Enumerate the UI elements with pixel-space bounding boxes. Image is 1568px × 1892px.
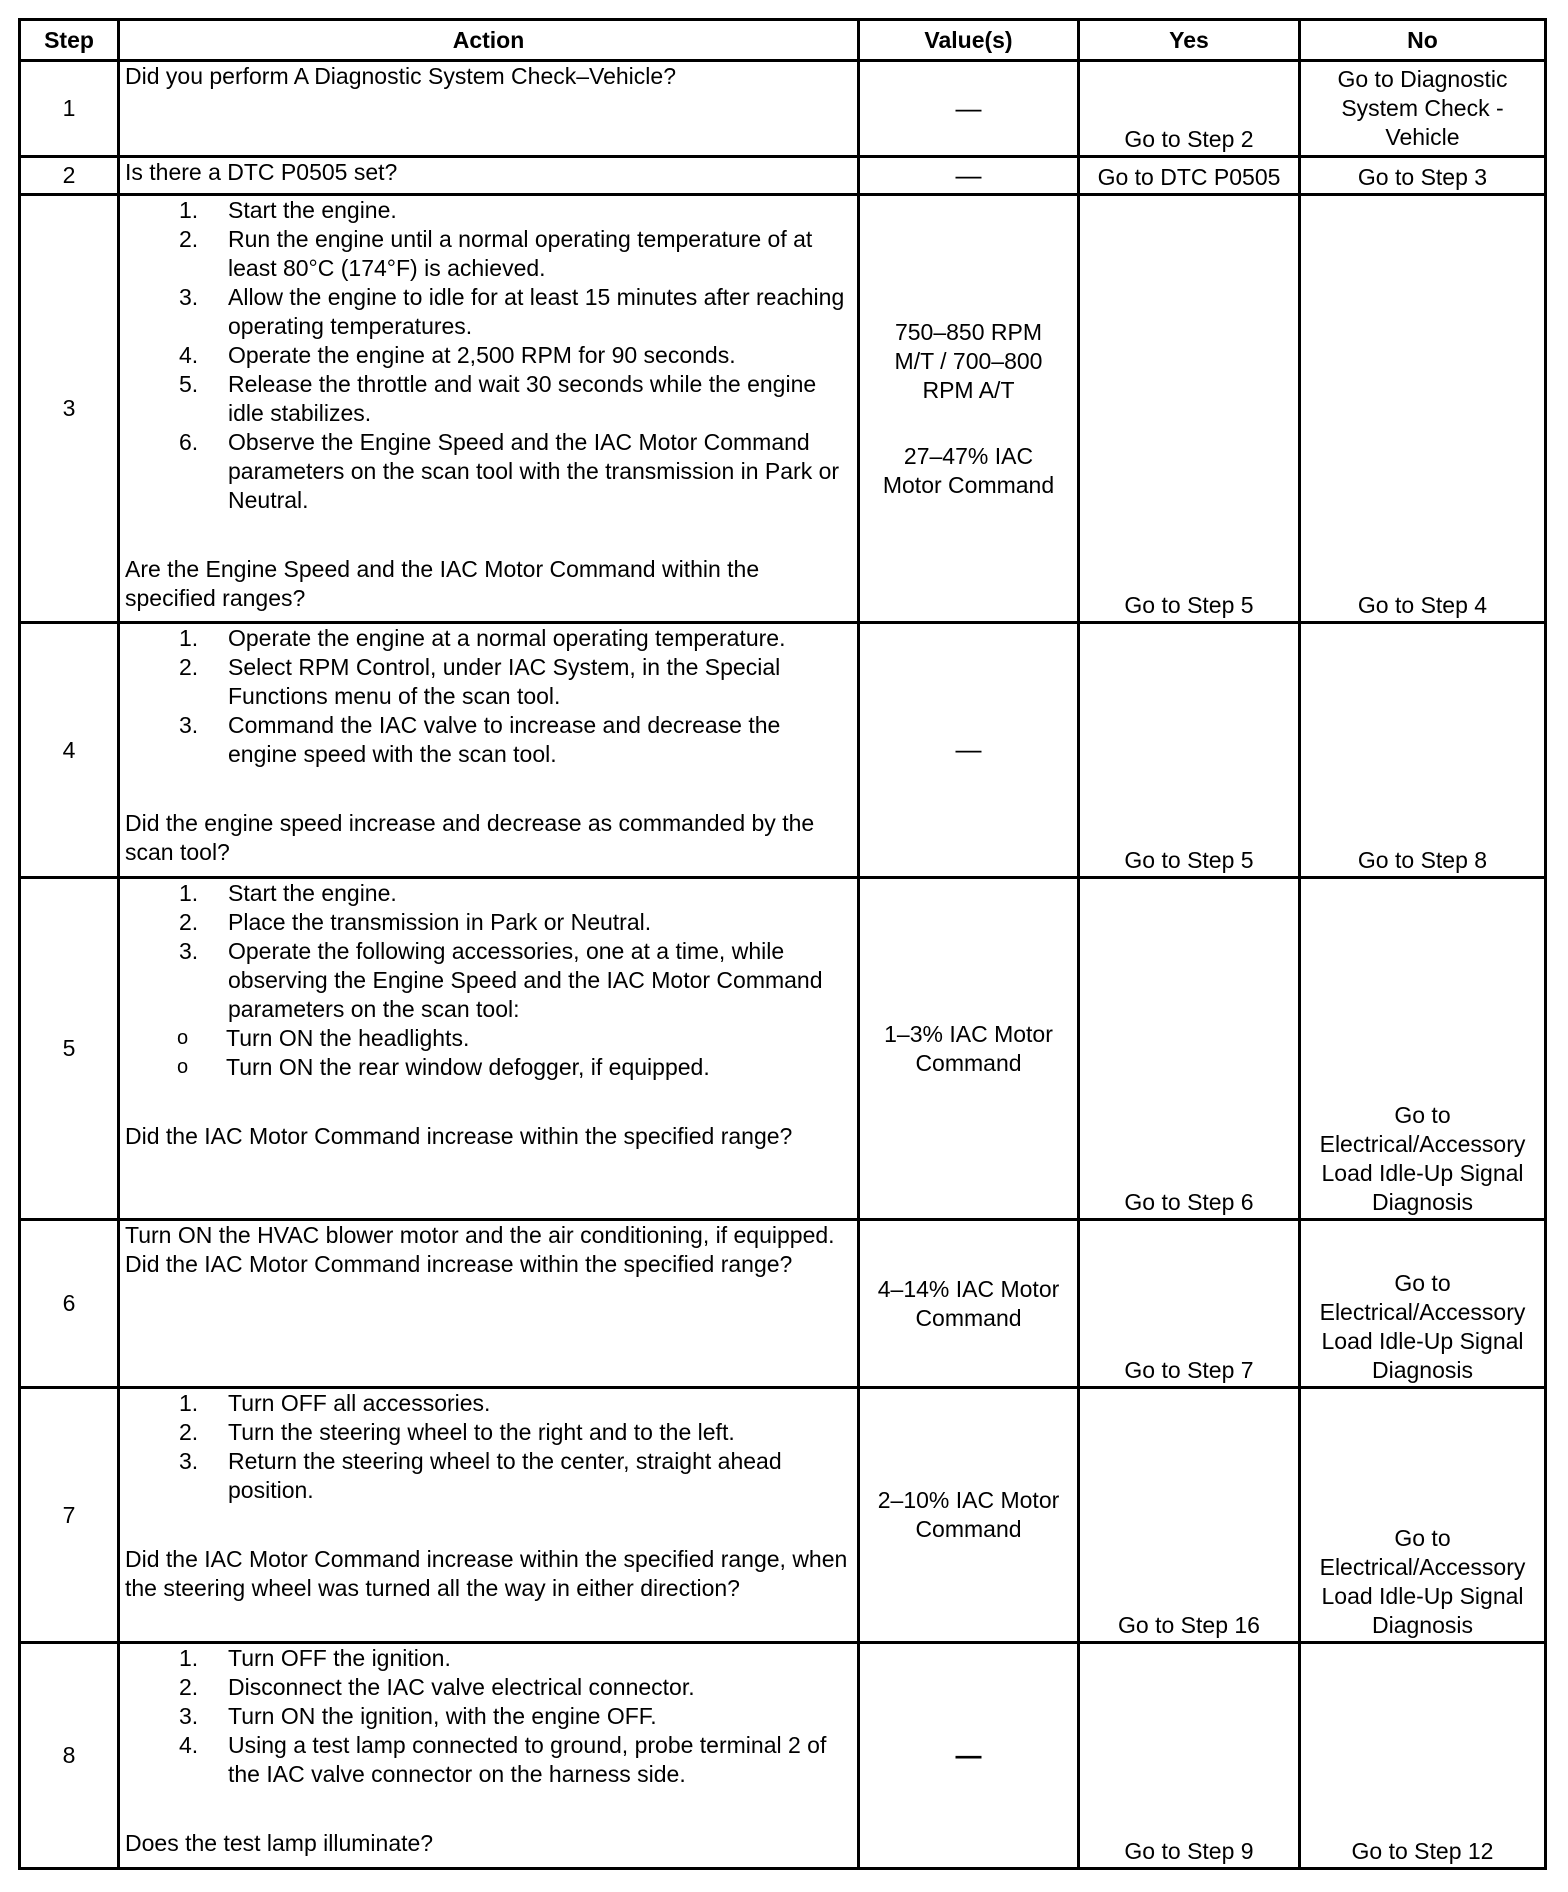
step-number: 1 [20, 61, 119, 157]
action-cell [119, 157, 859, 195]
value-text: — [955, 92, 982, 123]
yes-link[interactable]: Go to Step 2 [1079, 61, 1300, 157]
action-text: Did you perform A Diagnostic System Check–Vehicle? [125, 63, 676, 89]
step-number: 8 [20, 1643, 119, 1869]
no-link[interactable]: Go to Step 3 [1300, 157, 1546, 195]
action-cell [119, 1388, 859, 1643]
table-row [20, 157, 1546, 195]
action-cell [119, 1220, 859, 1388]
action-step: 3. Allow the engine to idle for at least 15 minutes after reaching operating temperatures. [179, 284, 845, 339]
value-cell [859, 1388, 1079, 1643]
action-step: 2. Turn the steering wheel to the right and to the left. [179, 1419, 735, 1445]
step-number: 5 [20, 878, 119, 1220]
action-step: 1. Start the engine. [179, 197, 397, 223]
action-steps [125, 624, 852, 769]
action-cell [119, 1643, 859, 1869]
action-step: 2. Select RPM Control, under IAC System, in the Special Functions menu of the scan tool. [179, 654, 781, 709]
action-step: 3. Operate the following accessories, one at a time, while observing the Engine Speed and the IAC Motor Command parameters on the scan tool: o Turn ON the headlights. o Turn ON the rear window defogger, if equipped. [125, 937, 852, 1082]
header-no: No [1300, 20, 1546, 61]
question-text: Did the engine speed increase and decrease as commanded by the scan tool? [125, 810, 815, 865]
value-cell [859, 1643, 1079, 1869]
table-row [20, 1220, 1546, 1388]
action-step: 3. Command the IAC valve to increase and decrease the engine speed with the scan tool. [179, 712, 781, 767]
no-link[interactable]: Go to Electrical/Accessory Load Idle-Up Signal Diagnosis [1300, 1388, 1546, 1643]
action-step: 1. Operate the engine at a normal operating temperature. [179, 625, 786, 651]
action-steps [125, 1644, 852, 1789]
question-text: Does the test lamp illuminate? [125, 1830, 434, 1856]
action-step: 1. Turn OFF the ignition. [179, 1645, 451, 1671]
question-text: Did the IAC Motor Command increase within the specified range? [125, 1251, 793, 1277]
table-row [20, 61, 1546, 157]
step-number: 7 [20, 1388, 119, 1643]
action-steps [125, 196, 852, 515]
action-step: 4. Operate the engine at 2,500 RPM for 90 seconds. [179, 342, 736, 368]
table-row [20, 623, 1546, 878]
value-text: — [955, 734, 982, 764]
value-cell [859, 878, 1079, 1220]
table-row [20, 1388, 1546, 1643]
action-step: 6. Observe the Engine Speed and the IAC Motor Command parameters on the scan tool with the transmission in Park or Neutral. [179, 429, 840, 513]
question-text: Did the IAC Motor Command increase within the specified range, when the steering wheel was turned all the way in either direction? [125, 1546, 848, 1601]
yes-link[interactable]: Go to Step 5 [1079, 195, 1300, 623]
action-step: 1. Start the engine. [179, 880, 397, 906]
yes-link[interactable]: Go to Step 16 [1079, 1388, 1300, 1643]
value-cell [859, 1220, 1079, 1388]
action-steps [125, 1389, 852, 1505]
action-substep: o Turn ON the rear window defogger, if equipped. [177, 1054, 710, 1080]
no-link[interactable]: Go to Electrical/Accessory Load Idle-Up Signal Diagnosis [1300, 878, 1546, 1220]
yes-link[interactable]: Go to Step 7 [1079, 1220, 1300, 1388]
yes-link[interactable]: Go to Step 9 [1079, 1643, 1300, 1869]
action-cell [119, 623, 859, 878]
no-link[interactable]: Go to Step 8 [1300, 623, 1546, 878]
step-number: 4 [20, 623, 119, 878]
action-step: 4. Using a test lamp connected to ground, probe terminal 2 of the IAC valve connector on the harness side. [179, 1732, 827, 1787]
step-number: 2 [20, 157, 119, 195]
value-text: 2–10% IAC Motor Command [877, 1487, 1060, 1542]
header-yes: Yes [1079, 20, 1300, 61]
action-substeps [125, 1024, 852, 1082]
question-text: Are the Engine Speed and the IAC Motor Command within the specified ranges? [125, 556, 760, 611]
value-text: — [955, 1739, 982, 1770]
action-substep: o Turn ON the headlights. [177, 1025, 470, 1051]
action-text: Is there a DTC P0505 set? [125, 159, 398, 185]
value-cell [859, 623, 1079, 878]
value-text: — [955, 159, 982, 190]
action-cell [119, 195, 859, 623]
value-cell [859, 157, 1079, 195]
yes-link[interactable]: Go to Step 6 [1079, 878, 1300, 1220]
action-cell [119, 878, 859, 1220]
value-text: 750–850 RPM M/T / 700–800 RPM A/T [894, 318, 1043, 403]
value-text: 4–14% IAC Motor Command [877, 1275, 1060, 1331]
no-link[interactable]: Go to Step 12 [1300, 1643, 1546, 1869]
action-text: Turn ON the HVAC blower motor and the air conditioning, if equipped. [125, 1222, 835, 1248]
action-step: 2. Place the transmission in Park or Neutral. [179, 909, 652, 935]
header-row [20, 20, 1546, 61]
table-row [20, 195, 1546, 623]
action-step: 3. Turn ON the ignition, with the engine OFF. [179, 1703, 657, 1729]
header-action: Action [119, 20, 859, 61]
action-step: 5. Release the throttle and wait 30 seconds while the engine idle stabilizes. [179, 371, 817, 426]
value-cell [859, 195, 1079, 623]
yes-link[interactable]: Go to Step 5 [1079, 623, 1300, 878]
value-text: 1–3% IAC Motor Command [884, 1020, 1053, 1076]
question-text: Did the IAC Motor Command increase within the specified range? [125, 1123, 793, 1149]
no-link[interactable]: Go to Diagnostic System Check - Vehicle [1300, 61, 1546, 157]
action-step: 2. Disconnect the IAC valve electrical connector. [179, 1674, 695, 1700]
step-number: 3 [20, 195, 119, 623]
value-cell [859, 61, 1079, 157]
action-steps [125, 879, 852, 1082]
header-values: Value(s) [859, 20, 1079, 61]
header-step: Step [20, 20, 119, 61]
table-row [20, 1643, 1546, 1869]
value-text: 27–47% IAC Motor Command [882, 442, 1055, 498]
yes-link[interactable]: Go to DTC P0505 [1079, 157, 1300, 195]
action-step: 3. Return the steering wheel to the center, straight ahead position. [179, 1448, 782, 1503]
action-cell [119, 61, 859, 157]
action-step: 1. Turn OFF all accessories. [179, 1390, 491, 1416]
step-number: 6 [20, 1220, 119, 1388]
table-row [20, 878, 1546, 1220]
no-link[interactable]: Go to Electrical/Accessory Load Idle-Up Signal Diagnosis [1300, 1220, 1546, 1388]
diagnostic-table [18, 18, 1547, 1870]
action-step: 2. Run the engine until a normal operating temperature of at least 80°C (174°F) is achieved. [179, 226, 813, 281]
no-link[interactable]: Go to Step 4 [1300, 195, 1546, 623]
